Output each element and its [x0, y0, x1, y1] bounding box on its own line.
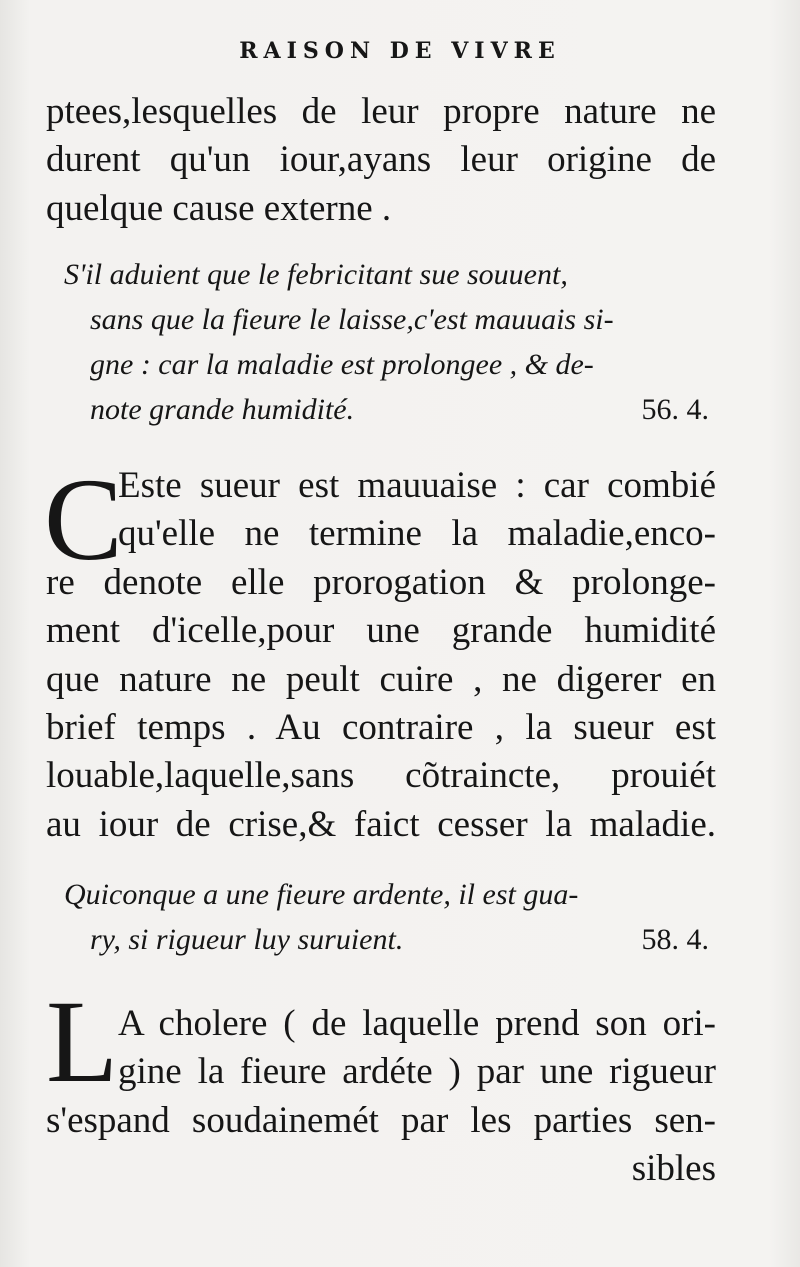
text-line: [64, 917, 709, 962]
text-line: gine la fieure ardéte ) par une rigueur: [118, 1051, 716, 1093]
commentary-paragraph-1: [44, 454, 716, 849]
text-line: ment d'icelle,pour une grande humidité: [46, 610, 716, 652]
aphorism-text: ry, si rigueur luy suruient.: [90, 923, 404, 956]
catchword: sibles: [631, 1148, 716, 1190]
text-line: louable,laquelle,sans cõtraincte, prouiét: [46, 755, 716, 797]
intro-paragraph: [46, 88, 716, 233]
drop-cap: L: [46, 976, 119, 1107]
text-line: quelque cause externe .: [46, 187, 392, 229]
text-line: s'espand soudainemét par les parties sen-: [46, 1099, 716, 1141]
aphorism-56: [64, 252, 709, 432]
aphorism-reference: 58. 4.: [641, 923, 709, 956]
text-line: que nature ne peult cuire , ne digerer en: [46, 658, 716, 700]
aphorism-58: [64, 872, 709, 962]
aphorism-text: note grande humidité.: [90, 393, 355, 426]
text-line: [64, 387, 709, 432]
text-line: re denote elle prorogation & prolonge-: [46, 561, 716, 603]
text-line: durent qu'un iour,ayans leur origine de: [46, 139, 716, 181]
text-line: Quiconque a une fieure ardente, il est gua-: [64, 878, 579, 911]
text-line: Este sueur est mauuaise : car combié: [118, 465, 716, 506]
drop-cap: C: [44, 454, 123, 585]
text-line: gne : car la maladie est prolongee , & de-: [90, 348, 594, 381]
text-line: S'il aduient que le febricitant sue souuent,: [64, 258, 568, 291]
text-line: qu'elle ne termine la maladie,enco-: [118, 513, 716, 555]
text-line: au iour de crise,& faict cesser la maladie.: [46, 803, 716, 845]
aphorism-reference: 56. 4.: [641, 393, 709, 426]
text-line: sans que la fieure le laisse,c'est mauuais si-: [90, 303, 614, 336]
running-header: RAISON DE VIVRE: [239, 38, 561, 64]
commentary-paragraph-2: [46, 1000, 716, 1194]
text-line: brief temps . Au contraire , la sueur est: [46, 707, 716, 749]
text-line: ptees,lesquelles de leur propre nature ne: [46, 91, 716, 132]
text-line: A cholere ( de laquelle prend son ori-: [118, 1003, 716, 1044]
